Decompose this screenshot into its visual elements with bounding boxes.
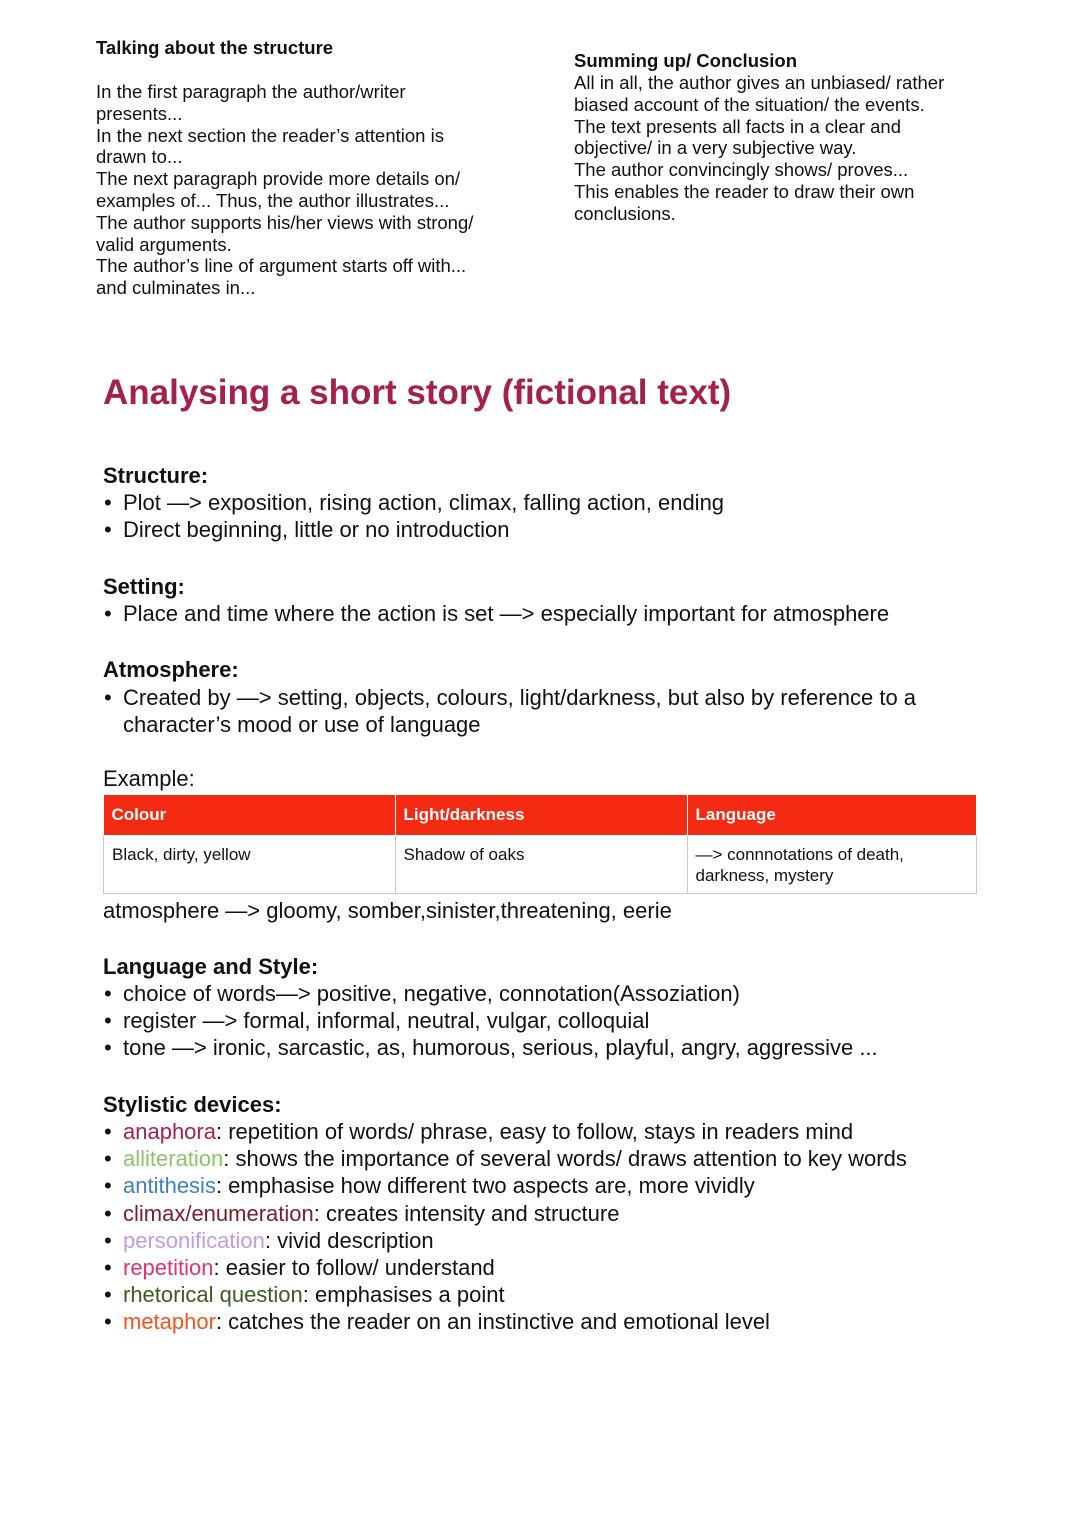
text-line: The author convincingly shows/ proves... xyxy=(574,159,909,181)
device-term: alliteration xyxy=(123,1146,224,1172)
text-line: The author supports his/her views with strong/ xyxy=(96,211,474,233)
example-label: Example: xyxy=(103,766,195,791)
example-table xyxy=(103,795,977,894)
column-header: Language xyxy=(687,795,977,835)
text-line: biased account of the situation/ the events. xyxy=(574,93,925,115)
column-header: Light/darkness xyxy=(395,795,687,835)
table-cell: Shadow of oaks xyxy=(395,835,687,894)
device-item xyxy=(103,1281,1023,1308)
device-term: rhetorical question xyxy=(123,1282,303,1308)
device-description: : repetition of words/ phrase, easy to follow, stays in readers mind xyxy=(215,1119,854,1144)
text-line: conclusions. xyxy=(574,202,676,224)
structure-heading: Structure: xyxy=(103,463,209,488)
text-line: In the next section the reader’s attention is xyxy=(96,124,444,146)
column-header: Colour xyxy=(104,795,396,835)
device-description: : shows the importance of several words/ draws attention to key words xyxy=(223,1146,907,1172)
table-cell: Black, dirty, yellow xyxy=(104,835,396,894)
list-item: • Created by —> setting, objects, colours, light/darkness, but also by reference to a character’s mood or use of language xyxy=(103,684,973,738)
stylistic-devices-list xyxy=(103,1118,1023,1336)
text-line: examples of... Thus, the author illustrates... xyxy=(96,189,450,211)
stylistic-devices-heading: Stylistic devices: xyxy=(103,1092,282,1117)
device-item xyxy=(103,1227,1023,1254)
page-title: Analysing a short story (fictional text) xyxy=(103,373,732,412)
text-line: objective/ in a very subjective way. xyxy=(574,137,857,159)
device-description: : emphasises a point xyxy=(302,1282,505,1308)
text-line: This enables the reader to draw their own xyxy=(574,180,915,202)
device-description: : emphasise how different two aspects are, more vividly xyxy=(215,1173,755,1199)
device-item xyxy=(103,1308,1023,1335)
text-line: presents... xyxy=(96,102,183,124)
device-term: antithesis xyxy=(123,1173,216,1199)
device-item xyxy=(103,1145,1023,1172)
list-item: • Direct beginning, little or no introduction xyxy=(103,516,1003,543)
list-item: • Plot —> exposition, rising action, climax, falling action, ending xyxy=(103,489,1003,516)
device-term: personification xyxy=(123,1227,265,1253)
device-term: metaphor xyxy=(123,1309,216,1335)
device-item xyxy=(103,1200,1023,1227)
conclusion-text xyxy=(574,72,1014,225)
text-line: In the first paragraph the author/writer xyxy=(96,81,406,102)
language-style-list xyxy=(103,980,1003,1062)
device-description: : vivid description xyxy=(264,1227,434,1253)
device-item xyxy=(103,1254,1023,1281)
table-header-row xyxy=(104,795,977,835)
setting-heading: Setting: xyxy=(103,574,185,599)
list-item: • Place and time where the action is set —> especially important for atmosphere xyxy=(103,600,1003,627)
text-line: The author’s line of argument starts off with... xyxy=(96,255,467,277)
device-term: anaphora xyxy=(123,1119,216,1144)
atmosphere-heading: Atmosphere: xyxy=(103,657,239,682)
device-description: : catches the reader on an instinctive and emotional level xyxy=(215,1309,770,1335)
text-line: All in all, the author gives an unbiased/ rather xyxy=(574,72,945,93)
text-line: The next paragraph provide more details on/ xyxy=(96,168,461,190)
structure-list xyxy=(103,489,1003,543)
device-description: : easier to follow/ understand xyxy=(213,1255,495,1281)
table-cell: —> connnotations of death, darkness, mystery xyxy=(687,835,977,894)
text-line: The text presents all facts in a clear and xyxy=(574,115,902,137)
device-description: : creates intensity and structure xyxy=(313,1200,620,1226)
text-line: and culminates in... xyxy=(96,277,256,299)
language-style-heading: Language and Style: xyxy=(103,954,319,979)
atmosphere-summary: atmosphere —> gloomy, somber,sinister,threatening, eerie xyxy=(103,898,672,923)
table-row xyxy=(104,835,977,894)
device-item xyxy=(103,1118,1023,1145)
list-item: • tone —> ironic, sarcastic, as, humorous, serious, playful, angry, aggressive ... xyxy=(103,1034,1003,1061)
text-line: valid arguments. xyxy=(96,233,232,255)
conclusion-title: Summing up/ Conclusion xyxy=(574,50,798,71)
device-term: repetition xyxy=(123,1255,214,1281)
device-term: climax/enumeration xyxy=(123,1200,314,1226)
structure-talk-title: Talking about the structure xyxy=(96,37,334,58)
text-line: drawn to... xyxy=(96,146,183,168)
atmosphere-list xyxy=(103,684,973,738)
structure-talk-text xyxy=(96,81,536,299)
device-item xyxy=(103,1172,1023,1199)
setting-list xyxy=(103,600,1003,627)
list-item: • choice of words—> positive, negative, connotation(Assoziation) xyxy=(103,980,1003,1007)
list-item: • register —> formal, informal, neutral, vulgar, colloquial xyxy=(103,1007,1003,1034)
